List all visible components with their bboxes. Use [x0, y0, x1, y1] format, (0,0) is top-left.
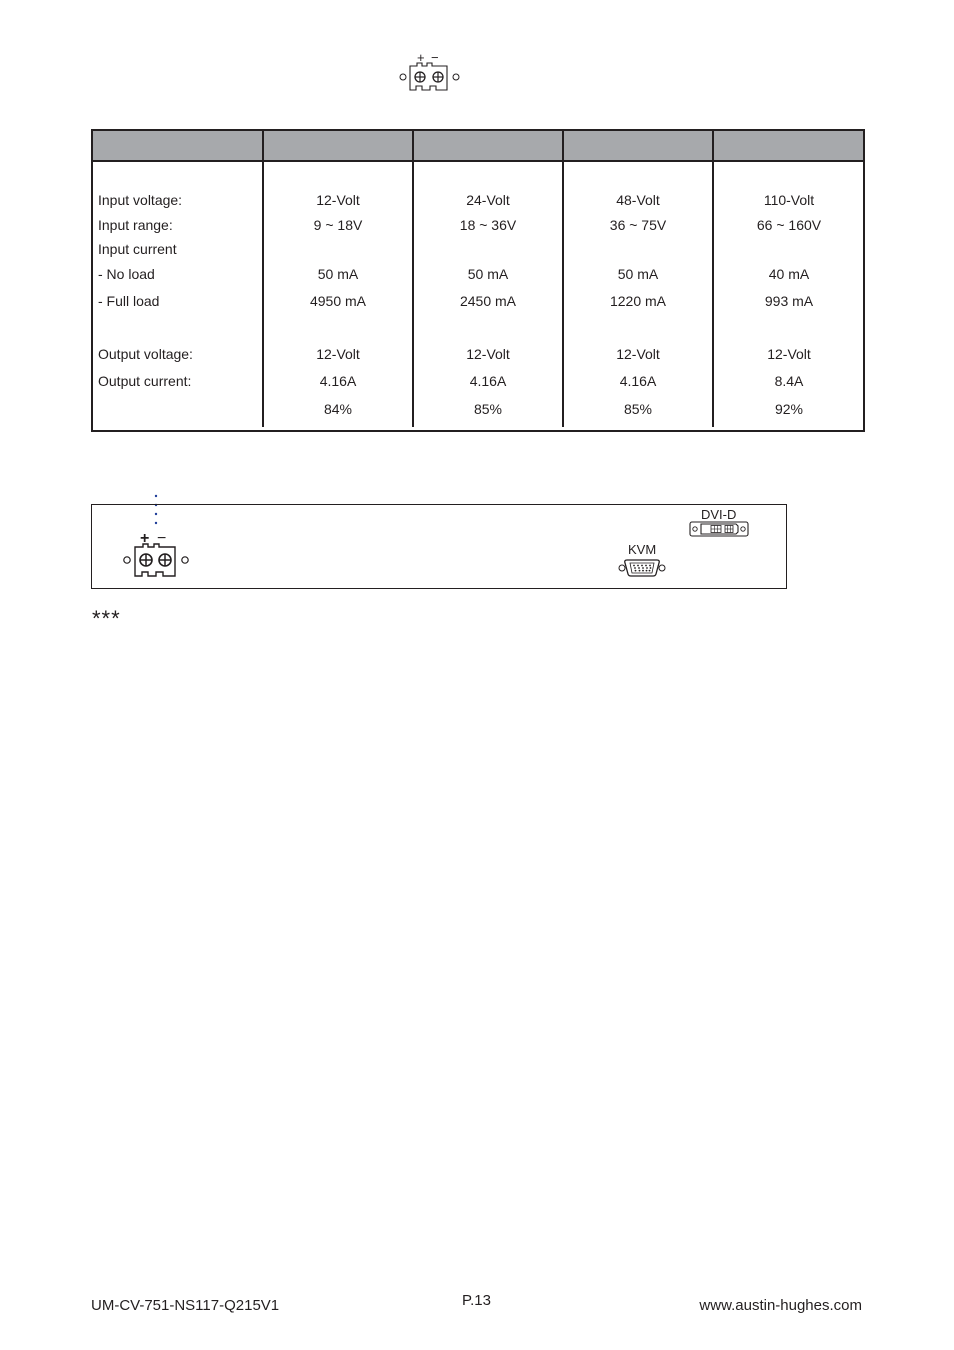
input-current-blank [264, 237, 412, 262]
dc-terminal-block-icon [121, 530, 193, 580]
model-column-110v [713, 161, 864, 427]
table-header-row [92, 130, 864, 161]
dvi-d-port-icon [689, 521, 751, 539]
efficiency-value: 85% [623, 400, 653, 417]
table-header-cell [563, 130, 713, 161]
no-load-value: 50 mA [467, 265, 509, 282]
model-column-48v [563, 161, 713, 427]
label-efficiency [92, 397, 262, 422]
input-current-blank [714, 237, 864, 262]
model-column-24v [413, 161, 563, 427]
footer-website: www.austin-hughes.com [699, 1297, 862, 1314]
input-current-blank [564, 237, 712, 262]
no-load-value: 50 mA [617, 265, 659, 282]
terminal-plus-sign: + [417, 50, 425, 65]
input-current-blank [414, 237, 562, 262]
full-load-value: 2450 mA [459, 293, 517, 309]
output-voltage-value: 12-Volt [316, 345, 360, 362]
dc-terminal-block-icon [398, 50, 464, 96]
table-header-cell [92, 130, 263, 161]
no-load-value: 50 mA [317, 265, 359, 282]
efficiency-value: 92% [774, 400, 804, 417]
rear-panel [91, 504, 787, 589]
footer-page-number: P.13 [462, 1292, 491, 1309]
full-load-value: 993 mA [764, 293, 814, 309]
panel-terminal-minus-sign: − [157, 530, 167, 547]
label-input-range: Input range: [98, 216, 173, 233]
input-voltage-value: 48-Volt [616, 192, 660, 208]
label-input-current: Input current [98, 241, 177, 257]
full-load-value: 1220 mA [609, 293, 667, 309]
row-labels-column [92, 161, 263, 427]
panel-terminal-plus-sign: + [140, 530, 150, 547]
output-voltage-value: 12-Volt [767, 345, 811, 362]
table-body-row [92, 161, 864, 427]
dvi-d-label: DVI-D [701, 507, 737, 522]
footer-doc-code: UM-CV-751-NS117-Q215V1 [91, 1297, 280, 1314]
kvm-label: KVM [628, 542, 657, 557]
label-full-load: - Full load [98, 293, 160, 309]
input-range-value: 18 ~ 36V [459, 216, 517, 233]
efficiency-value: 85% [473, 400, 503, 417]
table-header-cell [263, 130, 413, 161]
output-voltage-value: 12-Volt [466, 345, 510, 362]
input-voltage-value: 110-Volt [763, 192, 815, 208]
input-range-value: 36 ~ 75V [609, 216, 667, 233]
note-marker: *** [92, 606, 121, 631]
power-spec-table [92, 130, 864, 427]
input-range-value: 9 ~ 18V [313, 216, 363, 233]
label-no-load: - No load [98, 265, 155, 282]
output-current-value: 4.16A [319, 373, 357, 389]
label-input-voltage: Input voltage: [98, 192, 183, 208]
output-current-value: 4.16A [469, 373, 507, 389]
output-current-value: 8.4A [774, 373, 804, 389]
no-load-value: 40 mA [768, 265, 810, 282]
input-voltage-value: 24-Volt [466, 192, 510, 208]
model-column-12v [263, 161, 413, 427]
efficiency-value: 84% [323, 400, 353, 417]
label-output-voltage: Output voltage: [98, 345, 193, 362]
input-voltage-value: 12-Volt [316, 192, 360, 208]
table-header-cell [713, 130, 864, 161]
output-voltage-value: 12-Volt [616, 345, 660, 362]
input-range-value: 66 ~ 160V [756, 216, 822, 233]
label-output-current: Output current: [98, 373, 192, 389]
vga-kvm-port-icon [617, 557, 669, 579]
table-header-cell [413, 130, 563, 161]
terminal-minus-sign: − [431, 50, 439, 65]
full-load-value: 4950 mA [309, 293, 367, 309]
output-current-value: 4.16A [619, 373, 657, 389]
